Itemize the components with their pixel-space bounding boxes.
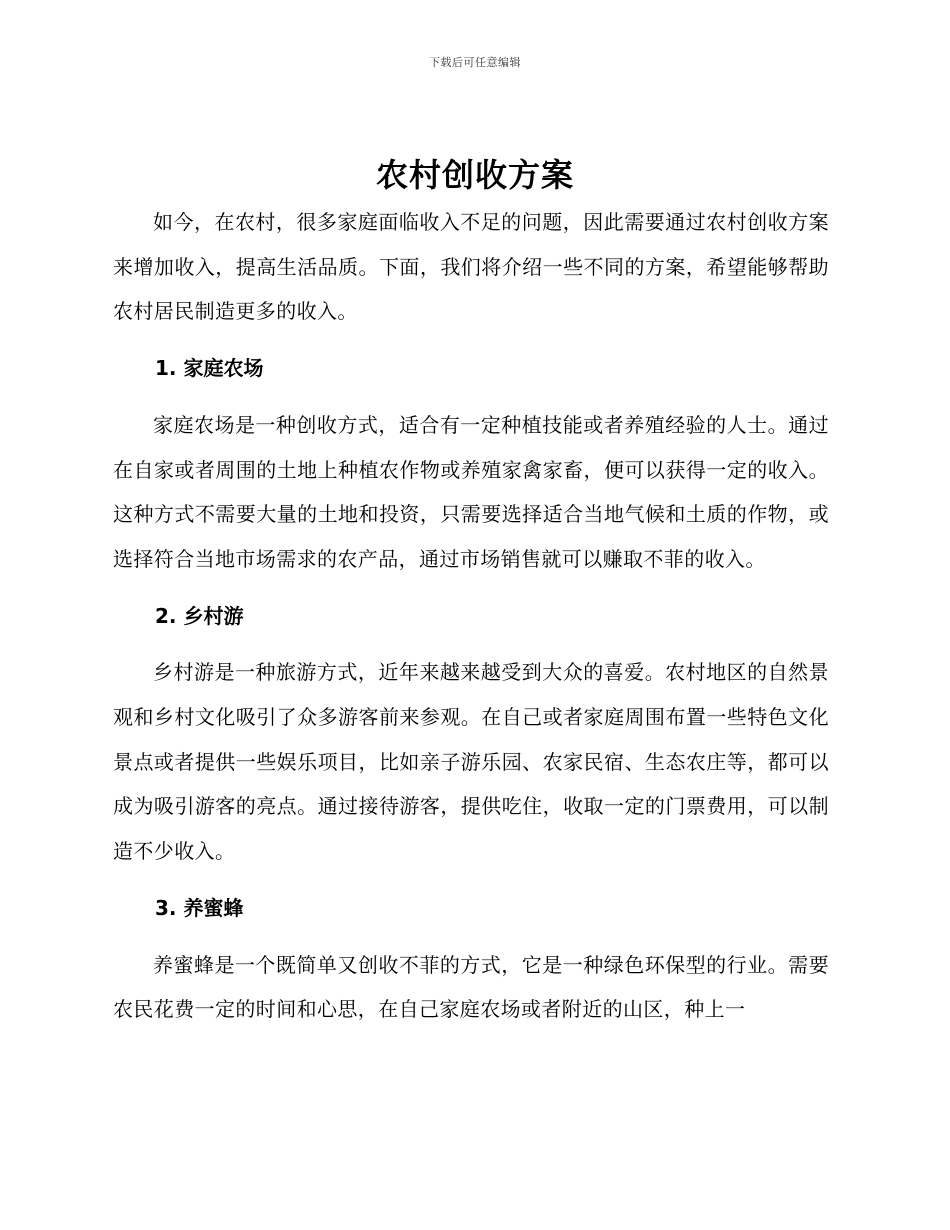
section-heading-family-farm: 1. 家庭农场 [155, 356, 264, 381]
section-paragraph-rural-tourism: 乡村游是一种旅游方式，近年来越来越受到大众的喜爱。农村地区的自然景观和乡村文化吸引了众多游客前来参观。在自己或者家庭周围布置一些特色文化景点或者提供一些娱乐项目，比如亲子游乐园、农家民宿、生态农庄等，都可以成为吸引游客的亮点。通过接待游客，提供吃住，收取一定的门票费用，可以制造不少收入。 [113, 660, 829, 864]
document-title: 农村创收方案 [375, 156, 574, 194]
intro-paragraph: 如今，在农村，很多家庭面临收入不足的问题，因此需要通过农村创收方案来增加收入，提高生活品质。下面，我们将介绍一些不同的方案，希望能够帮助农村居民制造更多的收入。 [113, 210, 829, 324]
section-heading-beekeeping: 3. 养蜜蜂 [155, 895, 244, 920]
section-paragraph-family-farm: 家庭农场是一种创收方式，适合有一定种植技能或者养殖经验的人士。通过在自家或者周围的土地上种植农作物或养殖家禽家畜，便可以获得一定的收入。这种方式不需要大量的土地和投资，只需要选择适合当地气候和土质的作物，或选择符合当地市场需求的农产品，通过市场销售就可以赚取不菲的收入。 [113, 412, 829, 571]
section-paragraph-beekeeping: 养蜜蜂是一个既简单又创收不菲的方式，它是一种绿色环保型的行业。需要农民花费一定的时间和心思，在自己家庭农场或者附近的山区，种上一 [113, 952, 829, 1022]
document-body [113, 200, 829, 1032]
header-note: 下载后可任意编辑 [429, 56, 521, 69]
section-heading-rural-tourism: 2. 乡村游 [155, 603, 244, 628]
